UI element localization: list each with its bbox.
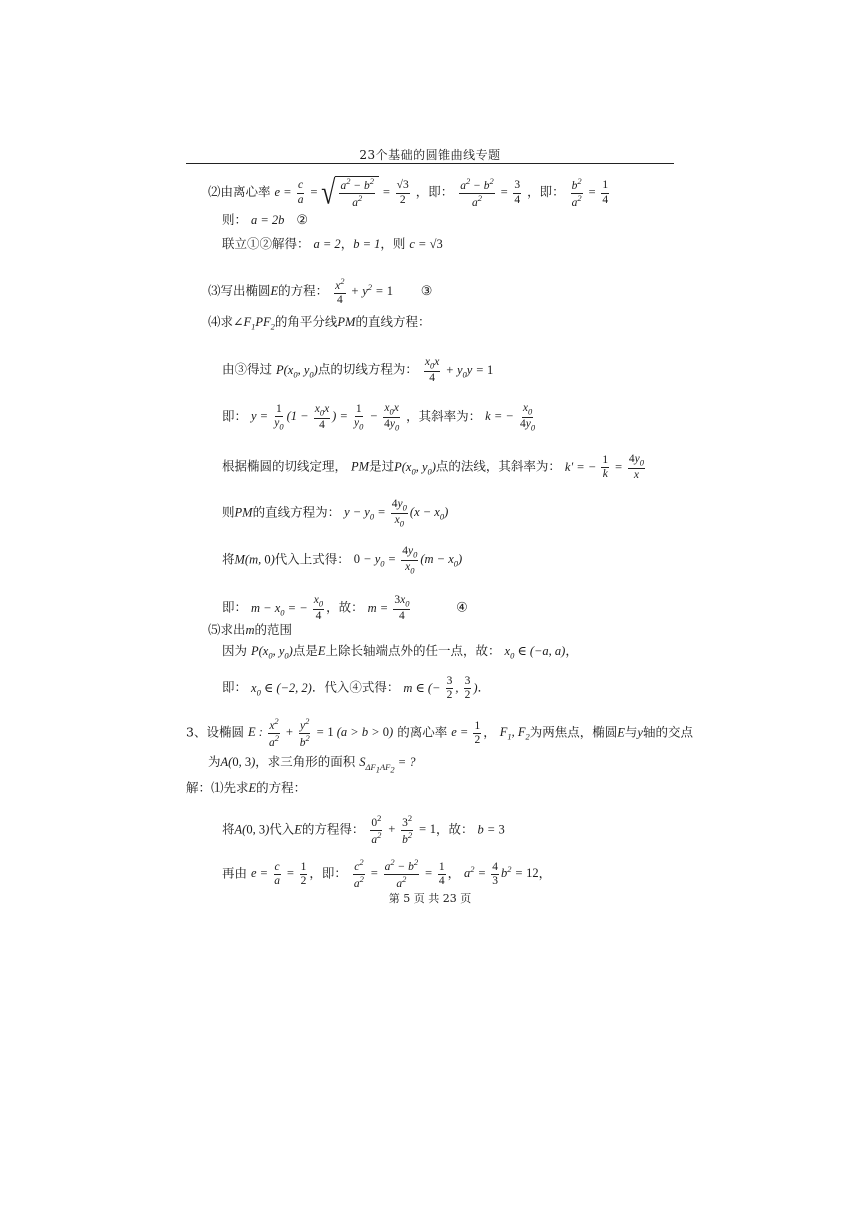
normal-line: 根据椭圆的切线定理， PM是过$P(x_0$, $y_0$)点的法线，其斜率为： k' = − $\frac{1}{k}$ = $\frac{4y_0}{x}$ (222, 453, 644, 482)
range-result-line: 即： $x_0$ ∈ (−2, 2)．代入④式得： m ∈ (− $\frac{3}{2}$ , $\frac{3}{2}$ )． (222, 675, 491, 702)
page-footer: 第 5 页 共 23 页 (388, 892, 472, 905)
range-heading: ⑸求出m的范围 (208, 622, 293, 637)
pm-equation-line: 则PM的直线方程为： $y - y_0$ = $\frac{4y_0}{x_0}$ $(x - x_0)$ (222, 498, 449, 529)
question-3-line-1: 3、设椭圆 E : $\frac{x^2}{a^2}$ + $\frac{y^2}{b^2}$ = 1 (a > b > 0) 的离心率 e = $\frac{1}{2}$ ， $F_1$, $F_2$为两焦点，椭圆E与y轴的交点 (186, 716, 693, 749)
tangent-line: 由③得过 $P(x_0$, $y_0$)点的切线方程为： $\frac{x_0x}{4}$ + $y_0y = 1$ (222, 356, 494, 385)
eccentricity-line: ⑵由离心率 e = $\frac{c}{a}$ = √ $\frac{a^2 - b^2}{a^2}$ = $\frac{√3}{2}$ ，即： $\frac{a^2 - b^2}{a^2}$ = $\frac{3}{4}$ ，即： $\frac{b^2}{a^2}$ = $\frac{1}{4}$ (208, 173, 609, 212)
angle-bisector-heading: ⑷求$\angle F_1PF_2$的角平分线PM的直线方程： (208, 314, 431, 332)
relation-line: 则： a = 2b ② (222, 212, 309, 228)
slope-line: 即： y = $\frac{1}{y_0}$ (1 − $\frac{x_0x}{4}$ ) = $\frac{1}{y_0}$ − $\frac{x_0x}{4y_0}$ ，其斜率为： k = − $\frac{x_0}{4y_0}$ (222, 402, 536, 433)
page-header-title: 23个基础的圆锥曲线专题 (359, 148, 501, 162)
substitute-m-line: 将M(m, 0)代入上式得： $0 - y_0$ = $\frac{4y_0}{x_0}$ $(m - x_0)$ (222, 545, 463, 576)
solution-eccentricity-line: 再由 e = $\frac{c}{a}$ = $\frac{1}{2}$ ，即： $\frac{c^2}{a^2}$ = $\frac{a^2 - b^2}{a^2}$ = $\frac{1}{4}$ ， $a^2$ = $\frac{4}{3}$ $b^2 = 12$， (222, 857, 552, 890)
question-3-line-2: 为A(0, 3)，求三角形的面积 $S_{\Delta F_1AF_2}$ = ? (208, 754, 416, 775)
formula-e: e = $\frac{c}{a}$ = √ $\frac{a^2 - b^2}{a^2}$ = $\frac{√3}{2}$ (274, 173, 409, 212)
m-result-line: 即： $m - x_0$ = − $\frac{x_0}{4}$ ，故： m = $\frac{3x_0}{4}$ ④ (222, 594, 468, 623)
solution-substitute-line: 将A(0, 3)代入E的方程得： $\frac{0^2}{a^2}$ + $\frac{3^2}{b^2}$ = 1，故： b = 3 (222, 813, 505, 846)
solution-heading: 解：⑴先求E的方程： (186, 780, 307, 795)
ellipse-equation-line: ⑶写出椭圆E的方程： $\frac{x^2}{4}$ + $y^2 = 1$ ③ (208, 276, 433, 307)
solve-line: 联立①②解得： a = 2，b = 1，则 c = √3 (222, 236, 443, 251)
range-reason-line: 因为 $P(x_0$, $y_0$)点是E上除长轴端点外的任一点，故： $x_0$ ∈ (−a, a)， (222, 643, 578, 661)
header-rule (186, 163, 674, 164)
